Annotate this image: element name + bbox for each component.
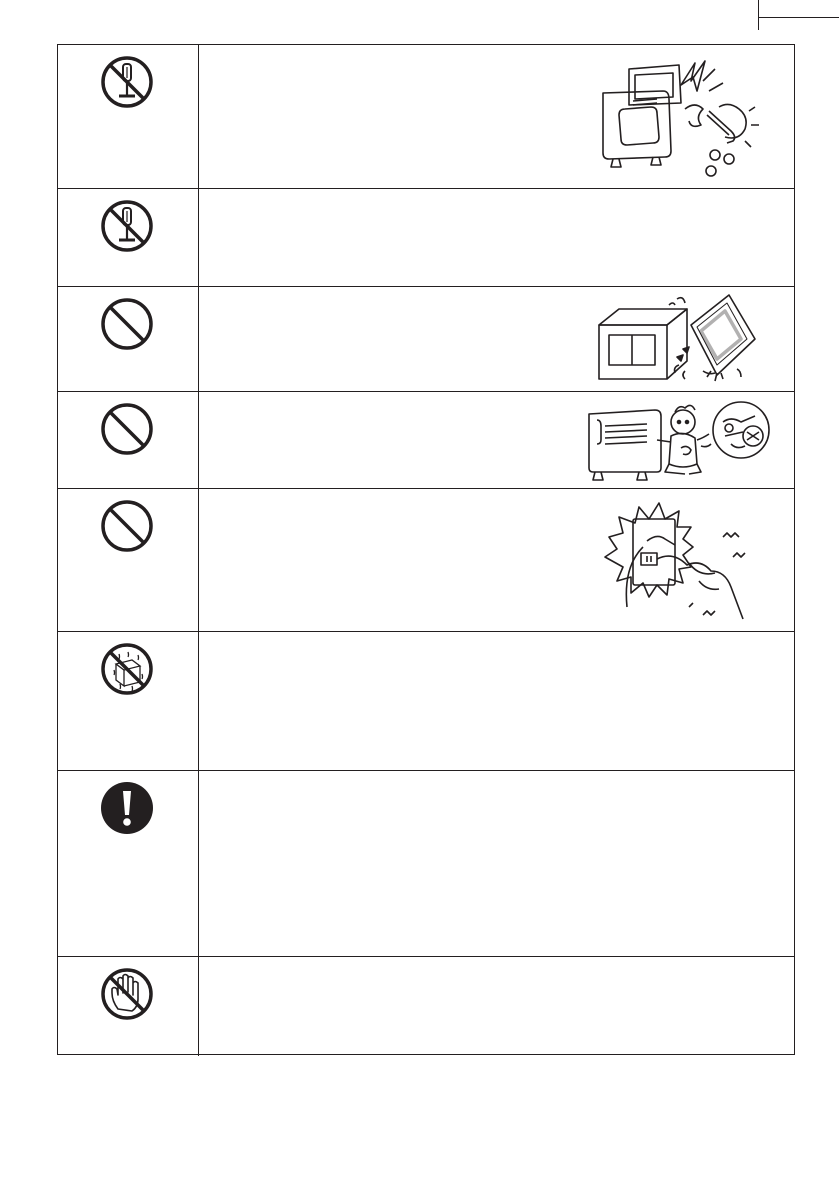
tipping-heater-illustration xyxy=(595,291,757,389)
safety-row-2 xyxy=(58,188,794,286)
safety-row-6 xyxy=(58,631,794,770)
safety-row-5 xyxy=(58,488,794,631)
symbol-cell xyxy=(58,632,199,770)
text-cell xyxy=(199,45,794,188)
prohibited-icon xyxy=(98,295,156,353)
do-not-touch-icon xyxy=(98,965,156,1023)
crop-mark-horizontal xyxy=(759,17,839,18)
text-cell xyxy=(199,771,794,956)
symbol-cell xyxy=(58,287,199,391)
crop-mark-vertical xyxy=(758,0,759,30)
symbol-cell xyxy=(58,957,199,1056)
symbol-cell xyxy=(58,771,199,956)
symbol-cell xyxy=(58,45,199,188)
safety-row-4 xyxy=(58,391,794,488)
prohibited-icon xyxy=(98,400,156,458)
no-disassembly-icon xyxy=(98,53,156,111)
child-inserting-objects-illustration xyxy=(585,400,775,484)
text-cell xyxy=(199,632,794,770)
safety-table xyxy=(57,44,795,1055)
symbol-cell xyxy=(58,489,199,631)
safety-row-3 xyxy=(58,286,794,391)
no-water-exposure-icon xyxy=(98,640,156,698)
mandatory-action-icon xyxy=(98,779,156,837)
safety-row-1 xyxy=(58,45,794,188)
prohibited-icon xyxy=(98,497,156,555)
no-disassembly-icon xyxy=(98,197,156,255)
text-cell xyxy=(199,392,794,488)
unplugging-by-cord-illustration xyxy=(603,497,753,627)
safety-row-8 xyxy=(58,956,794,1056)
disassembled-heater-sparks-illustration xyxy=(599,51,761,183)
text-cell xyxy=(199,957,794,1056)
symbol-cell xyxy=(58,189,199,286)
symbol-cell xyxy=(58,392,199,488)
safety-row-7 xyxy=(58,770,794,956)
text-cell xyxy=(199,287,794,391)
text-cell xyxy=(199,489,794,631)
text-cell xyxy=(199,189,794,286)
